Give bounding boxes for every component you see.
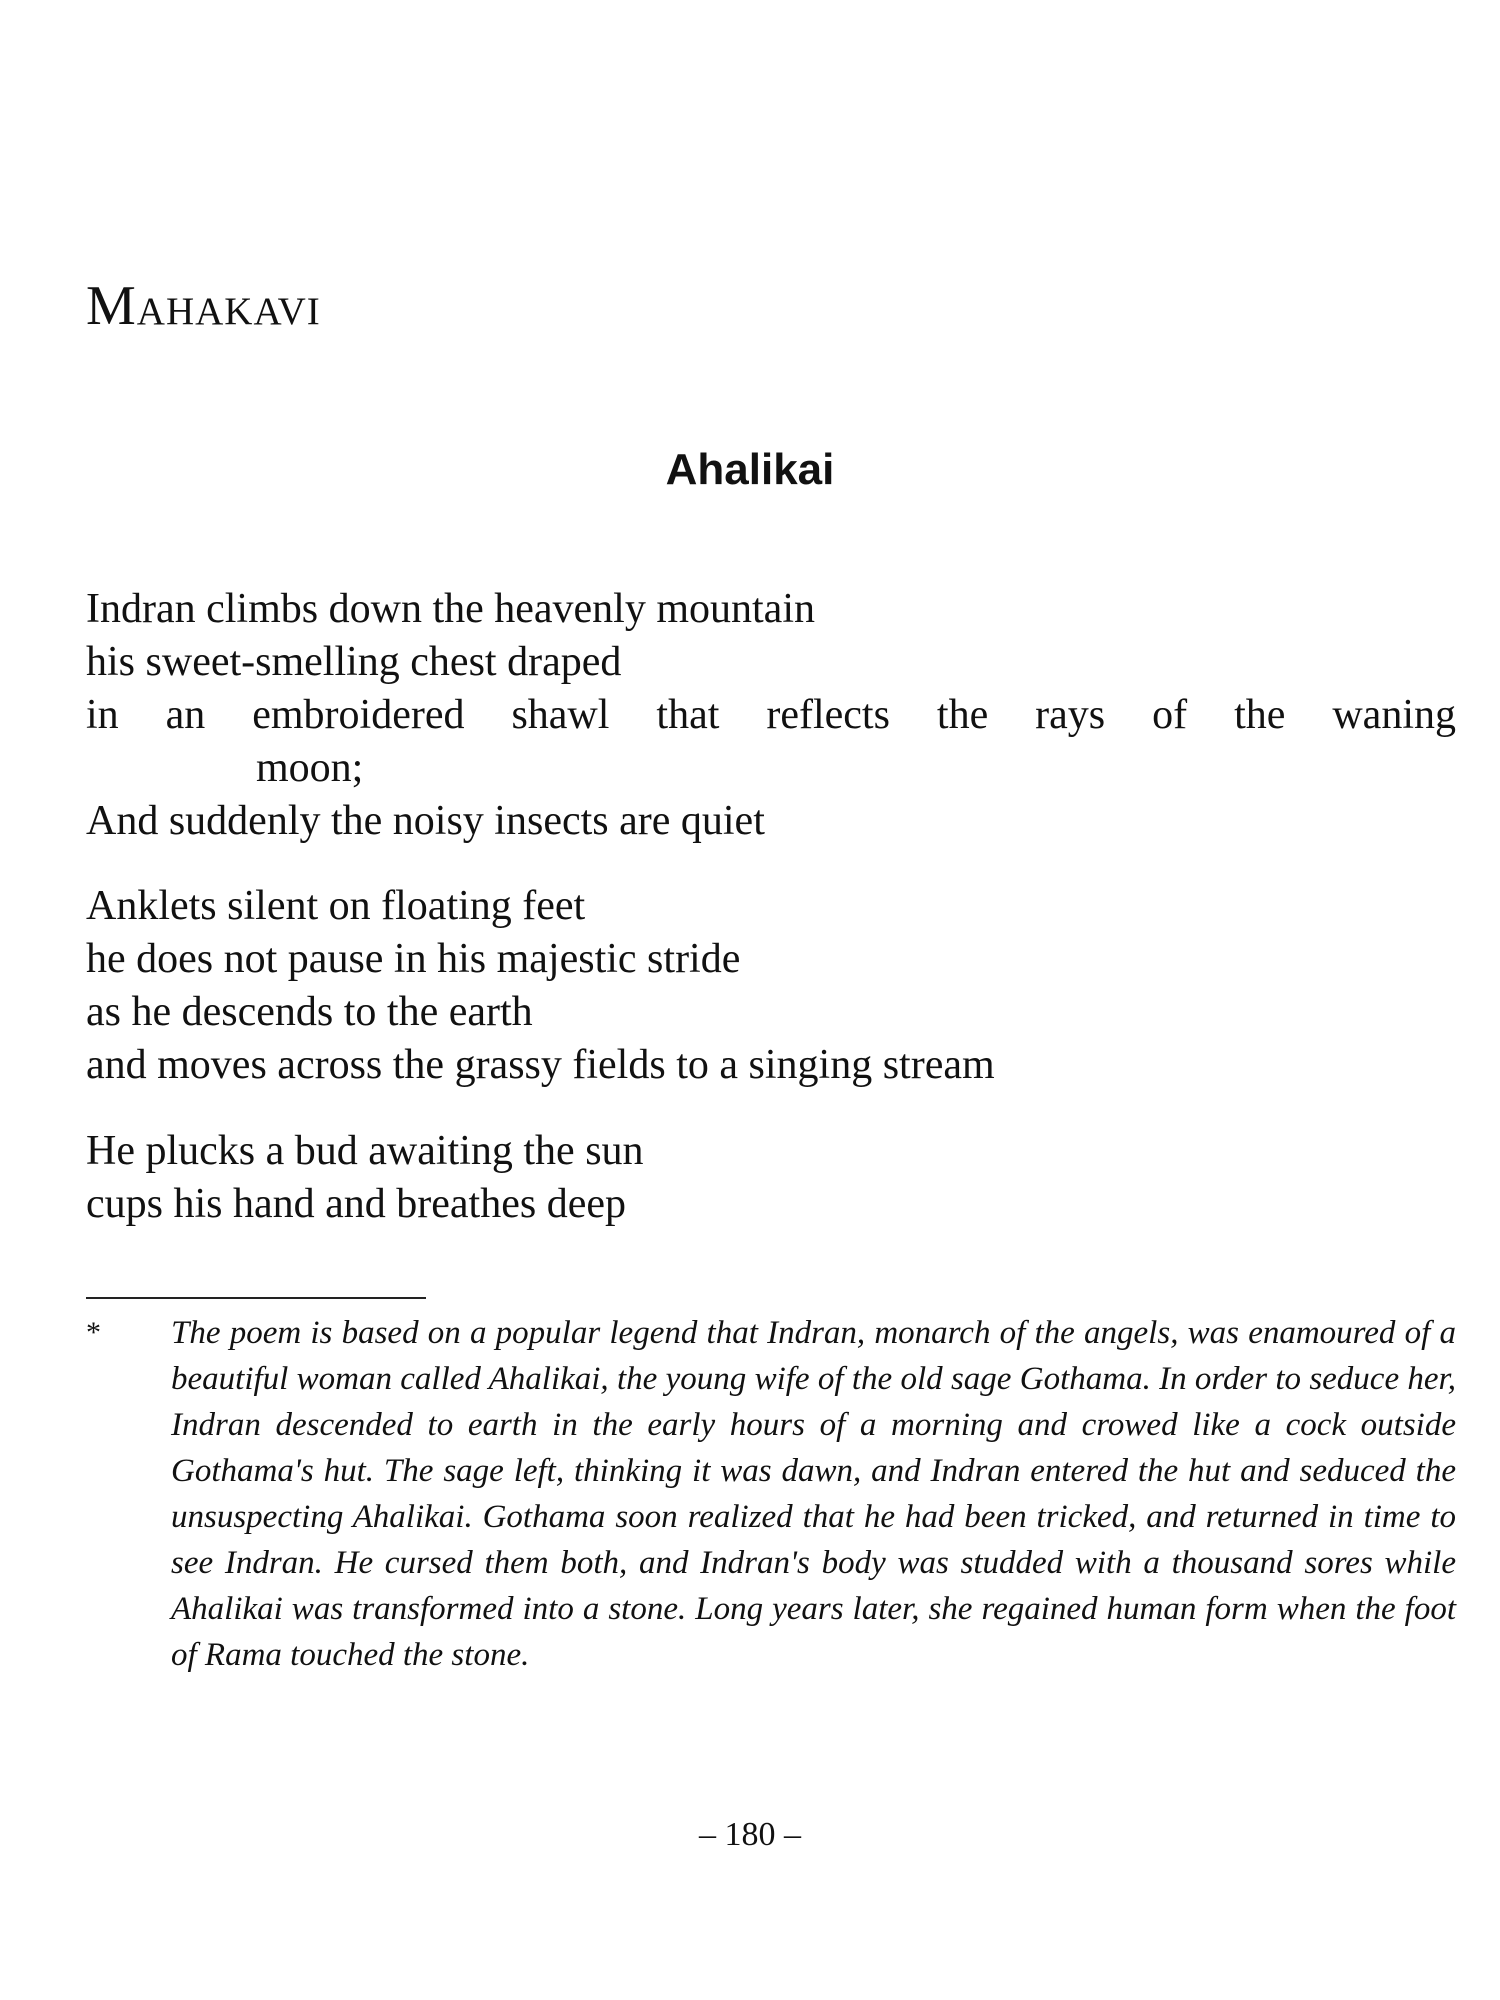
stanza-1 bbox=[86, 583, 1456, 848]
poem-line: Anklets silent on floating feet bbox=[86, 883, 586, 929]
footnote-divider bbox=[86, 1297, 426, 1299]
poem-line: And suddenly the noisy insects are quiet bbox=[86, 798, 765, 844]
poem-title: Ahalikai bbox=[665, 445, 835, 494]
page-number: – 180 – bbox=[699, 1816, 801, 1853]
poem-line: He plucks a bud awaiting the sun bbox=[86, 1128, 644, 1174]
poem-line: Indran climbs down the heavenly mountain bbox=[86, 586, 815, 632]
poem-line: cups his hand and breathes deep bbox=[86, 1181, 626, 1227]
poem-line: and moves across the grassy fields to a singing stream bbox=[86, 1042, 995, 1088]
poem-line: in an embroidered shawl that reflects the rays of the waning bbox=[86, 692, 1456, 738]
footnote bbox=[86, 1310, 1456, 1678]
poem-line: he does not pause in his majestic stride bbox=[86, 936, 741, 982]
footnote-text: The poem is based on a popular legend that Indran, monarch of the angels, was enamoured of a beautiful woman called Ahalikai, the young wife of the old sage Gothama. In order to seduce her, Indran descended to earth in the early hours of a morning and crowed like a cock outside Gothama's hut. The sage left, thinking it was dawn, and Indran entered the hut and seduced the unsuspecting Ahalikai. Gothama soon realized that he had been tricked, and returned in time to see Indran. He cursed them both, and Indran's body was studded with a thousand sores while Ahalikai was transformed into a stone. Long years later, she regained human form when the foot of Rama touched the stone. bbox=[171, 1315, 1456, 1673]
poem-line-continuation: moon; bbox=[256, 745, 364, 791]
poem-line: his sweet-smelling chest draped bbox=[86, 639, 622, 685]
stanza-2 bbox=[86, 880, 1456, 1092]
author-heading: Mahakavi bbox=[86, 275, 321, 337]
stanza-3 bbox=[86, 1125, 1456, 1231]
footnote-marker: * bbox=[86, 1316, 101, 1349]
poem-line: as he descends to the earth bbox=[86, 989, 533, 1035]
